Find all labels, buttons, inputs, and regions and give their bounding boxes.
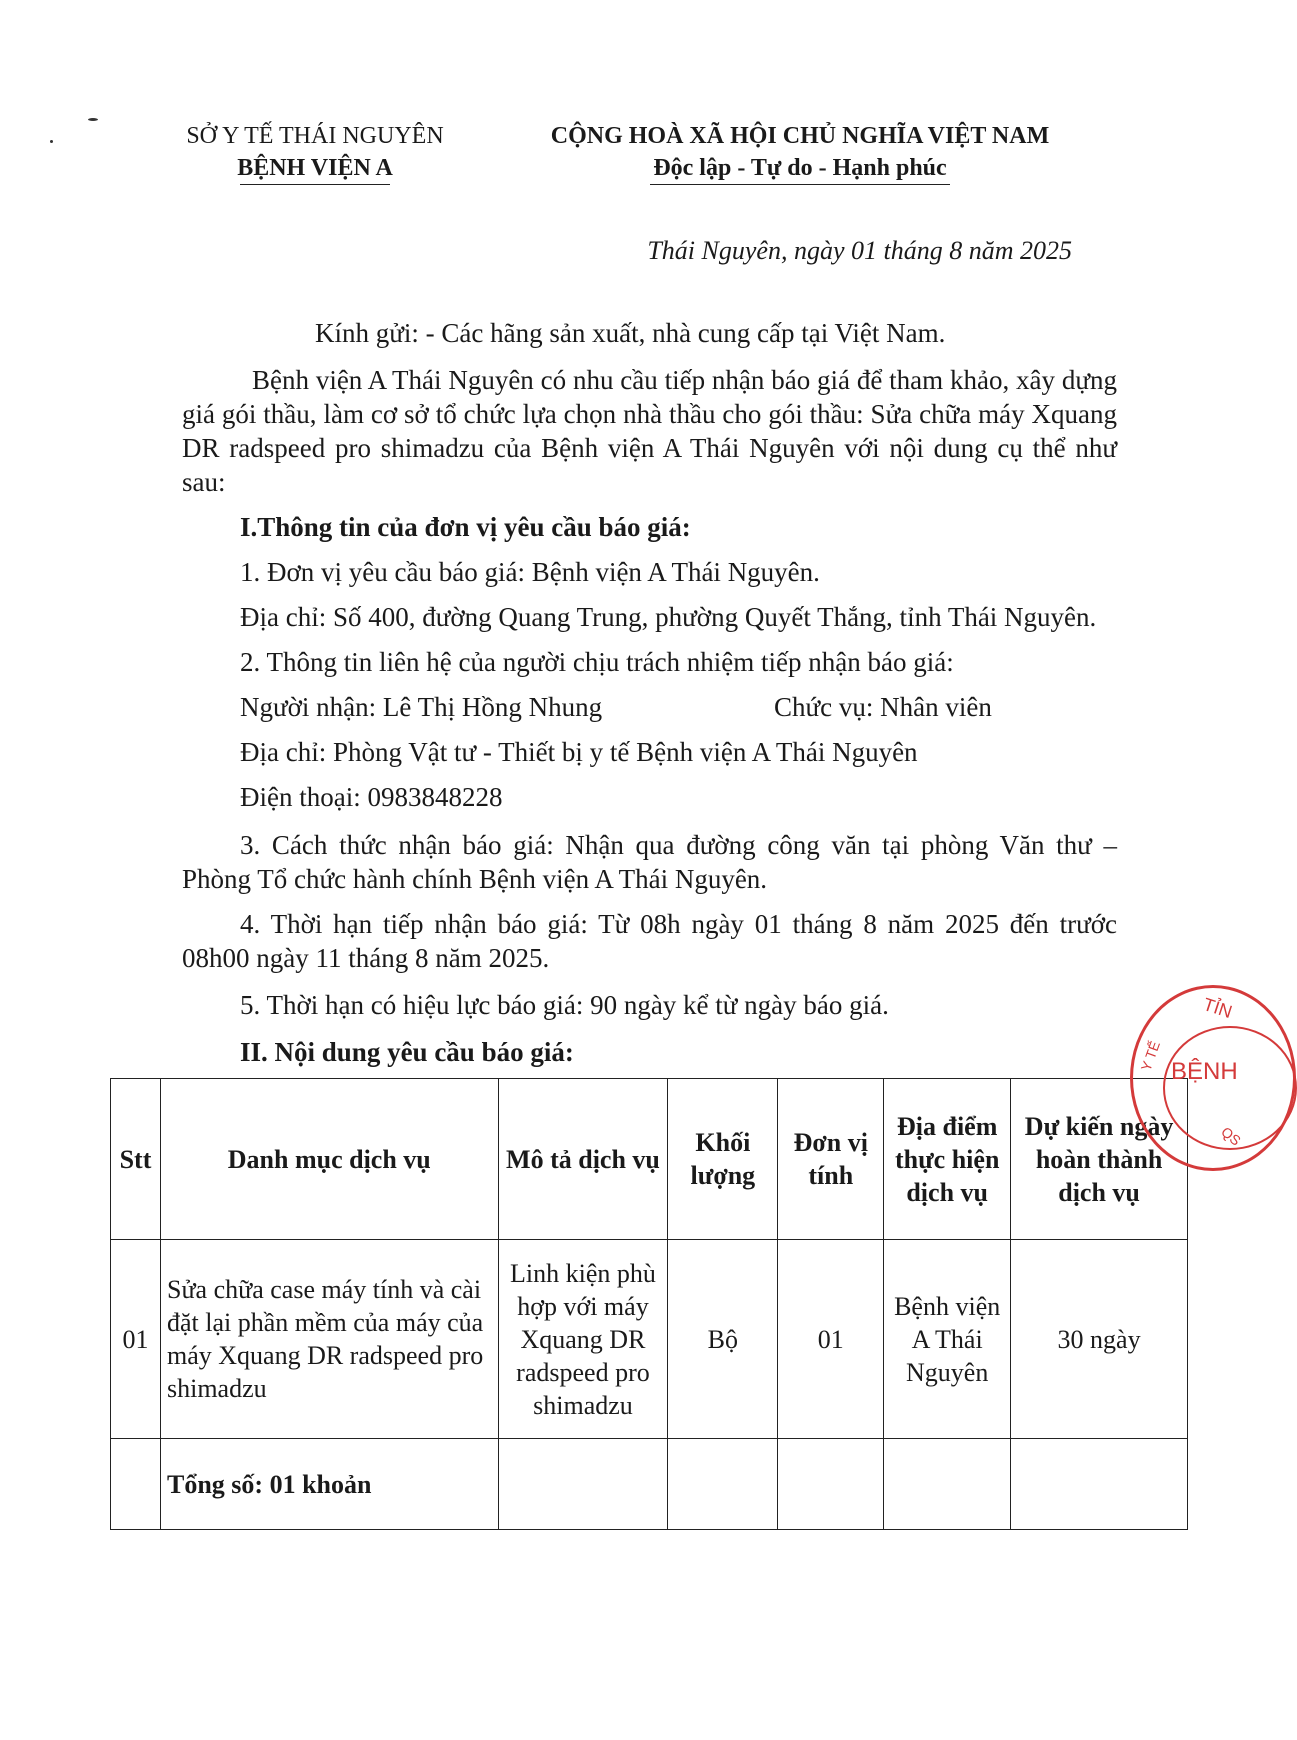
cell-empty bbox=[778, 1439, 884, 1530]
cell-quantity: Bộ bbox=[668, 1240, 778, 1439]
cell-service-description: Linh kiện phù hợp với máy Xquang DR radspeed pro shimadzu bbox=[498, 1240, 668, 1439]
header-stt: Stt bbox=[111, 1079, 161, 1240]
header-expected-completion: Dự kiến ngày hoàn thành dịch vụ bbox=[1011, 1079, 1188, 1240]
salutation: Kính gửi: - Các hãng sản xuất, nhà cung cấp tại Việt Nam. bbox=[315, 318, 946, 348]
issuer-underline bbox=[240, 184, 390, 185]
cell-empty bbox=[1011, 1439, 1188, 1530]
issuer-department: SỞ Y TẾ THÁI NGUYÊN bbox=[186, 123, 444, 149]
scan-speck bbox=[88, 118, 98, 121]
table-total-row bbox=[111, 1439, 1188, 1530]
cell-empty bbox=[668, 1439, 778, 1530]
quote-request-table bbox=[110, 1078, 1188, 1530]
cell-empty bbox=[498, 1439, 668, 1530]
header-unit: Đơn vị tính bbox=[778, 1079, 884, 1240]
national-header bbox=[530, 120, 1070, 185]
scan-speck bbox=[50, 140, 53, 143]
table-header-row bbox=[111, 1079, 1188, 1240]
date-line: Thái Nguyên, ngày 01 tháng 8 năm 2025 bbox=[647, 236, 1072, 265]
section1-item5: 5. Thời hạn có hiệu lực báo giá: 90 ngày kể từ ngày báo giá. bbox=[240, 990, 889, 1020]
cell-stt: 01 bbox=[111, 1240, 161, 1439]
cell-empty bbox=[111, 1439, 161, 1530]
table-row bbox=[111, 1240, 1188, 1439]
recipient-position: Chức vụ: Nhân viên bbox=[774, 692, 992, 722]
recipient-name: Người nhận: Lê Thị Hồng Nhung bbox=[240, 692, 603, 722]
cell-service-category: Sửa chữa case máy tính và cài đặt lại phần mềm của máy của máy Xquang DR radspeed pro shimadzu bbox=[160, 1240, 498, 1439]
seal-text-top: TỈN bbox=[1200, 994, 1235, 1023]
official-seal bbox=[1130, 985, 1296, 1171]
national-title: CỘNG HOÀ XÃ HỘI CHỦ NGHĨA VIỆT NAM bbox=[550, 123, 1050, 149]
total-label: Tổng số: 01 khoản bbox=[160, 1439, 498, 1530]
header-location: Địa điểm thực hiện dịch vụ bbox=[884, 1079, 1011, 1240]
header-service-category: Danh mục dịch vụ bbox=[160, 1079, 498, 1240]
section1-item3: 3. Cách thức nhận báo giá: Nhận qua đường công văn tại phòng Văn thư – Phòng Tổ chức hành chính Bệnh viện A Thái Nguyên. bbox=[182, 830, 1117, 894]
header-quantity: Khối lượng bbox=[668, 1079, 778, 1240]
section1-item2: 2. Thông tin liên hệ của người chịu trách nhiệm tiếp nhận báo giá: bbox=[240, 647, 954, 677]
seal-text-bottom: QS bbox=[1218, 1123, 1245, 1149]
section1-address: Địa chỉ: Số 400, đường Quang Trung, phường Quyết Thắng, tỉnh Thái Nguyên. bbox=[240, 602, 1097, 632]
cell-expected-completion: 30 ngày bbox=[1011, 1240, 1188, 1439]
contact-phone: Điện thoại: 0983848228 bbox=[240, 782, 503, 812]
section1-item1: 1. Đơn vị yêu cầu báo giá: Bệnh viện A Thái Nguyên. bbox=[240, 557, 820, 587]
issuer-block bbox=[150, 120, 480, 185]
section2-title: II. Nội dung yêu cầu báo giá: bbox=[240, 1037, 574, 1067]
issuer-hospital: BỆNH VIỆN A bbox=[237, 155, 393, 181]
section1-item4: 4. Thời hạn tiếp nhận báo giá: Từ 08h ngày 01 tháng 8 năm 2025 đến trước 08h00 ngày 11 tháng 8 năm 2025. bbox=[182, 909, 1117, 973]
contact-address: Địa chỉ: Phòng Vật tư - Thiết bị y tế Bệnh viện A Thái Nguyên bbox=[240, 737, 918, 767]
seal-text-center: BỆNH bbox=[1171, 1058, 1238, 1085]
cell-empty bbox=[884, 1439, 1011, 1530]
motto-underline bbox=[650, 184, 950, 185]
header-service-description: Mô tả dịch vụ bbox=[498, 1079, 668, 1240]
cell-unit: 01 bbox=[778, 1240, 884, 1439]
cell-location: Bệnh viện A Thái Nguyên bbox=[884, 1240, 1011, 1439]
national-motto: Độc lập - Tự do - Hạnh phúc bbox=[653, 155, 947, 181]
intro-paragraph: Bệnh viện A Thái Nguyên có nhu cầu tiếp nhận báo giá để tham khảo, xây dựng giá gói thầu, làm cơ sở tổ chức lựa chọn nhà thầu cho gói thầu: Sửa chữa máy Xquang DR radspeed pro shimadzu của Bệnh viện A Thái Nguyên với nội dung cụ thể như sau: bbox=[182, 365, 1117, 497]
section1-title: I.Thông tin của đơn vị yêu cầu báo giá: bbox=[240, 512, 691, 542]
seal-text-left: Y TẾ bbox=[1137, 1038, 1164, 1074]
